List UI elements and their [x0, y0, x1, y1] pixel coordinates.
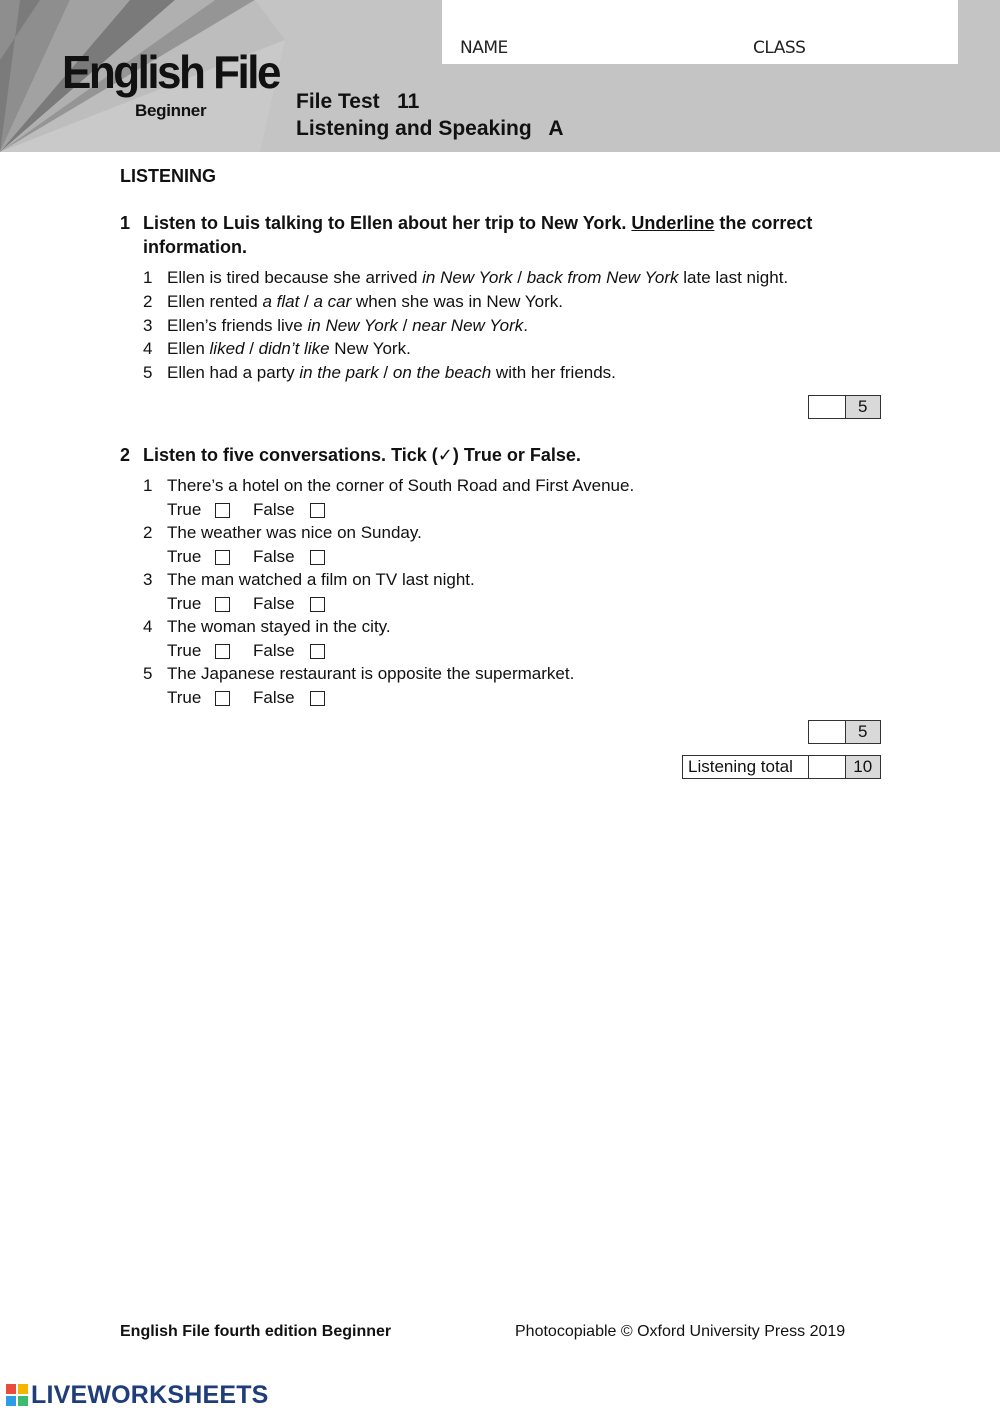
- false-checkbox[interactable]: [310, 503, 325, 518]
- task1-item-text-part: /: [512, 268, 527, 287]
- task1-item-text-part: Ellen is tired because she arrived: [167, 268, 423, 287]
- false-checkbox[interactable]: [310, 597, 325, 612]
- true-checkbox[interactable]: [215, 691, 230, 706]
- task1-item-text-part: /: [299, 292, 314, 311]
- task1-item-text-part: Ellen rented: [167, 292, 263, 311]
- true-checkbox[interactable]: [215, 503, 230, 518]
- task1-item-text-part: when she was in New York.: [351, 292, 563, 311]
- task1-option-opt2[interactable]: a car: [313, 292, 352, 311]
- task1-item-text-part: /: [378, 363, 393, 382]
- task1-option-opt2[interactable]: back from New York: [526, 268, 679, 287]
- logo-subtitle: Beginner: [135, 101, 207, 120]
- name-field-label: NAME: [460, 38, 508, 58]
- listening-total-input[interactable]: [809, 756, 846, 778]
- task1-option-opt1[interactable]: in New York: [307, 316, 398, 335]
- task2-item-text: There’s a hotel on the corner of South Road and First Avenue.: [167, 476, 635, 495]
- listening-total-score-box: [808, 755, 881, 779]
- task2-instruction: Listen to five conversations. Tick (✓) True or False.: [143, 445, 581, 465]
- task2-item-text: The man watched a film on TV last night.: [167, 570, 475, 589]
- true-label: True: [167, 594, 202, 613]
- task2-item-text: The weather was nice on Sunday.: [167, 523, 422, 542]
- false-checkbox[interactable]: [310, 644, 325, 659]
- task2-score-max: 5: [846, 721, 881, 743]
- task2-item-number: 3: [143, 570, 153, 589]
- test-title-line1: File Test 11: [296, 90, 420, 113]
- true-checkbox[interactable]: [215, 550, 230, 565]
- liveworksheets-text: LIVEWORKSHEETS: [31, 1380, 269, 1409]
- true-false-row: [167, 593, 367, 615]
- task2-item-text: The woman stayed in the city.: [167, 617, 391, 636]
- false-label: False: [253, 688, 295, 707]
- task1-instruction-part: the correct information.: [143, 213, 813, 257]
- true-false-row: [167, 640, 367, 662]
- class-field-label: CLASS: [753, 38, 806, 58]
- task1-item-text-part: late last night.: [678, 268, 789, 287]
- page-header: [0, 0, 1000, 152]
- footer-copyright: Photocopiable © Oxford University Press 2019: [515, 1323, 846, 1340]
- name-class-box: [442, 0, 958, 64]
- task1-instruction-part: Listen to Luis talking to Ellen about her trip to New York.: [143, 213, 632, 233]
- true-checkbox[interactable]: [215, 597, 230, 612]
- task1-option-opt1[interactable]: liked: [209, 339, 245, 358]
- true-false-row: [167, 499, 367, 521]
- false-label: False: [253, 641, 295, 660]
- task1-score-max: 5: [846, 396, 881, 418]
- task2-item-number: 4: [143, 617, 153, 636]
- task2-item-number: 5: [143, 664, 153, 683]
- task1-item-text: [167, 267, 788, 289]
- listening-total-label: Listening total: [682, 755, 808, 779]
- task1-item-number: 3: [143, 316, 153, 335]
- task1-item-text-part: Ellen’s friends live: [167, 316, 308, 335]
- task1-instruction: [143, 211, 863, 259]
- task2-number: 2: [120, 445, 131, 465]
- task1-item-text: [167, 291, 563, 313]
- section-title: LISTENING: [120, 166, 217, 186]
- true-label: True: [167, 547, 202, 566]
- task1-item-number: 4: [143, 339, 153, 358]
- false-label: False: [253, 547, 295, 566]
- true-label: True: [167, 688, 202, 707]
- task2-item-text: The Japanese restaurant is opposite the supermarket.: [167, 664, 575, 683]
- task1-item-text-part: .: [523, 316, 528, 335]
- task1-item-text-part: /: [244, 339, 259, 358]
- false-checkbox[interactable]: [310, 550, 325, 565]
- test-title: [296, 88, 564, 142]
- task1-item-number: 2: [143, 292, 153, 311]
- task1-option-opt1[interactable]: a flat: [262, 292, 300, 311]
- true-checkbox[interactable]: [215, 644, 230, 659]
- task1-item-text-part: New York.: [329, 339, 411, 358]
- false-checkbox[interactable]: [310, 691, 325, 706]
- liveworksheets-logo-icon: [6, 1384, 28, 1406]
- task2-item-number: 2: [143, 523, 153, 542]
- task2-score-input[interactable]: [809, 721, 846, 743]
- false-label: False: [253, 500, 295, 519]
- task1-item-text: [167, 362, 616, 384]
- task1-item-text-part: Ellen had a party: [167, 363, 300, 382]
- test-title-line2: Listening and Speaking A: [296, 117, 564, 140]
- liveworksheets-brand[interactable]: [6, 1380, 269, 1410]
- task1-option-opt1[interactable]: in the park: [299, 363, 379, 382]
- task1-item-text-part: /: [397, 316, 413, 335]
- task1-instruction-underlined: Underline: [631, 213, 715, 233]
- footer-edition: English File fourth edition Beginner: [120, 1323, 392, 1340]
- listening-total-max: 10: [846, 756, 881, 778]
- task1-number: 1: [120, 213, 131, 233]
- true-false-row: [167, 687, 367, 709]
- true-false-row: [167, 546, 367, 568]
- task1-item-text: [167, 338, 411, 360]
- true-label: True: [167, 500, 202, 519]
- true-label: True: [167, 641, 202, 660]
- logo-title: English File: [62, 46, 279, 99]
- task1-item-text: [167, 315, 528, 337]
- task1-item-number: 5: [143, 363, 153, 382]
- task1-item-number: 1: [143, 268, 153, 287]
- task1-score-input[interactable]: [809, 396, 846, 418]
- task1-option-opt1[interactable]: in New York: [422, 268, 513, 287]
- task2-item-number: 1: [143, 476, 153, 495]
- false-label: False: [253, 594, 295, 613]
- task1-option-opt2[interactable]: on the beach: [392, 363, 492, 382]
- task1-option-opt2[interactable]: near New York: [412, 316, 524, 335]
- task2-score-box: [808, 720, 881, 744]
- task1-item-text-part: Ellen: [167, 339, 210, 358]
- task1-option-opt2[interactable]: didn’t like: [258, 339, 330, 358]
- task1-score-box: [808, 395, 881, 419]
- task1-item-text-part: with her friends.: [491, 363, 616, 382]
